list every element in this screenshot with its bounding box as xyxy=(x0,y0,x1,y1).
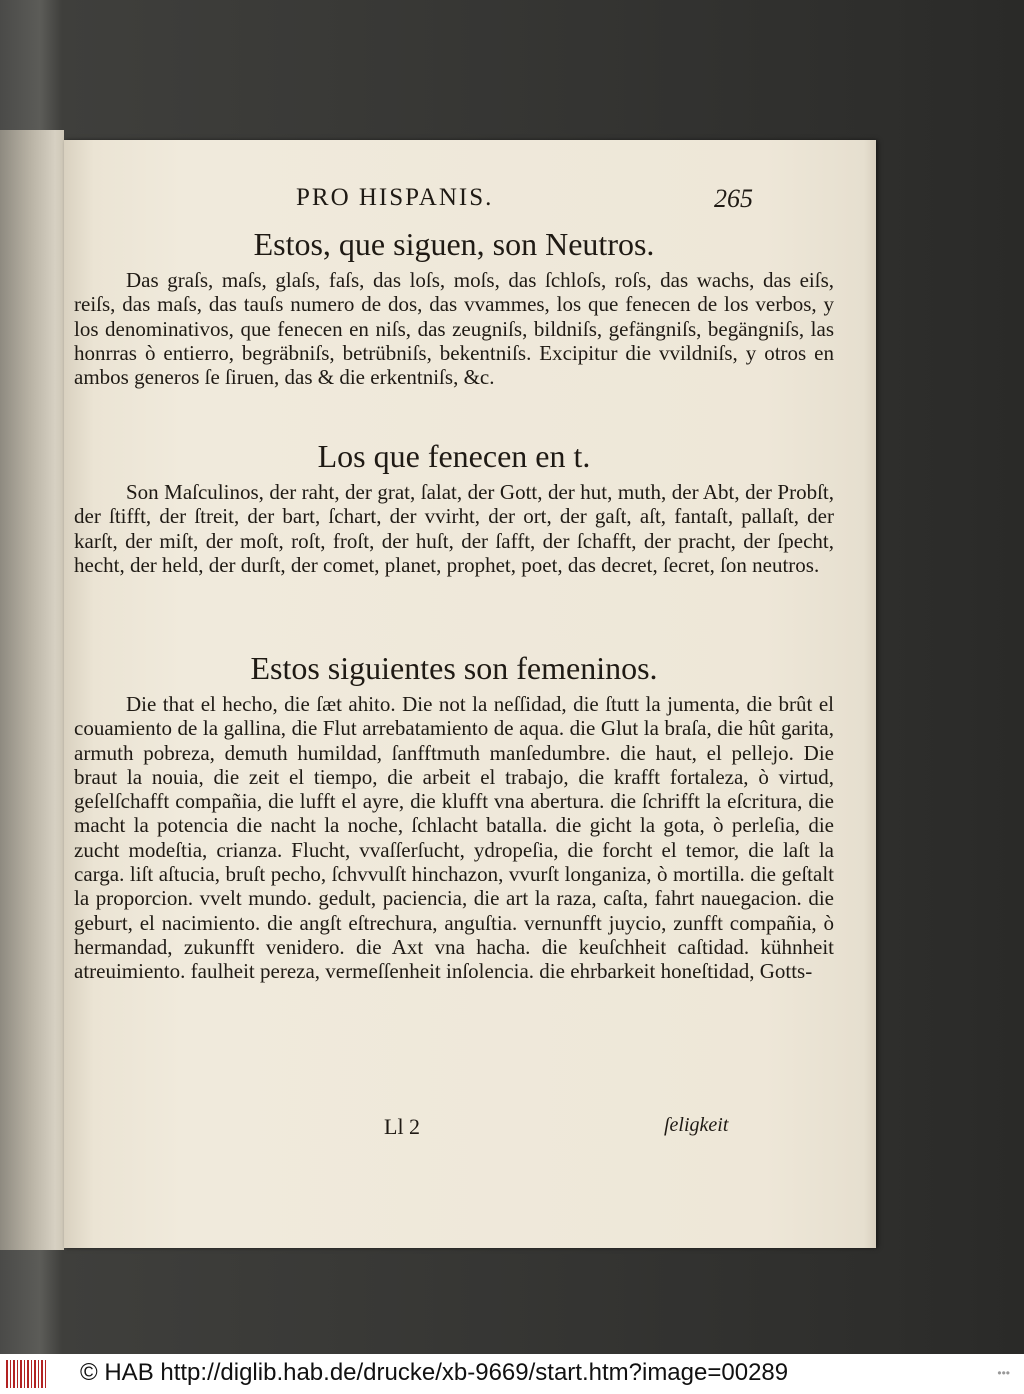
paragraph-text: Die that el hecho, die ſæt ahito. Die not la neſſidad, die ſtutt la jumenta, die brût el couamiento de la gallina, die Flut arrebatamiento de aqua. die Glut la braſa, die hût garita, armuth pobreza, demuth humildad, ſanfftmuth manſedumbre. die haut, el pellejo. Die braut la nouia, die zeit el tiempo, die arbeit el trabajo, die krafft fortaleza, ò virtud, geſelſchafft compañia, die lufft el ayre, die klufft vna abertura. die ſchrifft la eſcritura, die macht la potencia die nacht la noche, ſchlacht batalla. die gicht la gota, ò perleſia, die zucht modeſtia, crianza. Flucht, vvaſſerſucht, ydropeſia, die forcht el temor, die laſt la carga. liſt aſtucia, bruſt pecho, ſchvvulſt hinchazon, vvurſt longaniza, ò mortilla. die geſtalt la proporcion. vvelt mundo. gedult, paciencia, die art la raza, caſta, fahrt nauegacion. die geburt, el nacimiento. die angſt eſtrechura, anguſtia. vernunfft juycio, zunfft compañia, ò hermandad, zukunfft venidero. die Axt vna hacha. die keuſchheit caſtidad. kühnheit atreuimiento. faulheit pereza, vermeſſenheit inſolencia. die ehrbarkeit honeſtidad, Gotts- xyxy=(74,692,834,984)
signature-mark: Ll 2 xyxy=(384,1114,421,1139)
section-body-neutros xyxy=(74,268,834,389)
hab-logo-icon xyxy=(6,1360,46,1388)
running-head-title: PRO HISPANIS. xyxy=(296,184,494,211)
paragraph-text: Son Maſculinos, der raht, der grat, ſalat, der Gott, der hut, muth, der Abt, der Probſt, der ſtifft, der ſtreit, der bart, ſchart, der vvirht, der ort, der gaſt, aſt, fantaſt, pallaſt, der karſt, der miſt, der moſt, roſt, froſt, der huſt, der ſafft, der ſchafft, der pracht, der ſpecht, hecht, der held, der durſt, der comet, planet, prophet, poet, das decret, ſecret, ſon neutros. xyxy=(74,480,834,577)
viewer-footer xyxy=(0,1354,1024,1394)
book-page xyxy=(64,140,876,1248)
more-icon: ••• xyxy=(997,1366,1010,1380)
section-heading-femeninos: Estos siguientes son femeninos. xyxy=(250,650,658,686)
section-body-femeninos xyxy=(74,692,834,984)
page-foot xyxy=(74,1114,834,1144)
catchword: ſeligkeit xyxy=(664,1114,729,1136)
section-heading-t: Los que fenecen en t. xyxy=(317,438,591,474)
page-number: 265 xyxy=(714,184,753,213)
previous-page-edge xyxy=(0,130,64,1250)
paragraph-text: Das graſs, maſs, glaſs, faſs, das loſs, moſs, das ſchloſs, roſs, das wachs, das eiſs, reiſs, das maſs, das tauſs numero de dos, das vvammes, los que fenecen de los verbos, y los denominativos, que fenecen en niſs, das zeugniſs, bildniſs, gefängniſs, begängniſs, las honrras ò entierro, begräbniſs, betrübniſs, bekentniſs. Excipitur die vvildniſs, y otros en ambos generos ſe ſiruen, das & die erkentniſs, &c. xyxy=(74,268,834,390)
copyright-link[interactable]: © HAB http://diglib.hab.de/drucke/xb-9669/start.htm?image=00289 xyxy=(80,1359,789,1386)
running-head xyxy=(74,184,834,218)
section-body-t xyxy=(74,480,834,577)
section-heading-neutros: Estos, que siguen, son Neutros. xyxy=(253,226,655,262)
